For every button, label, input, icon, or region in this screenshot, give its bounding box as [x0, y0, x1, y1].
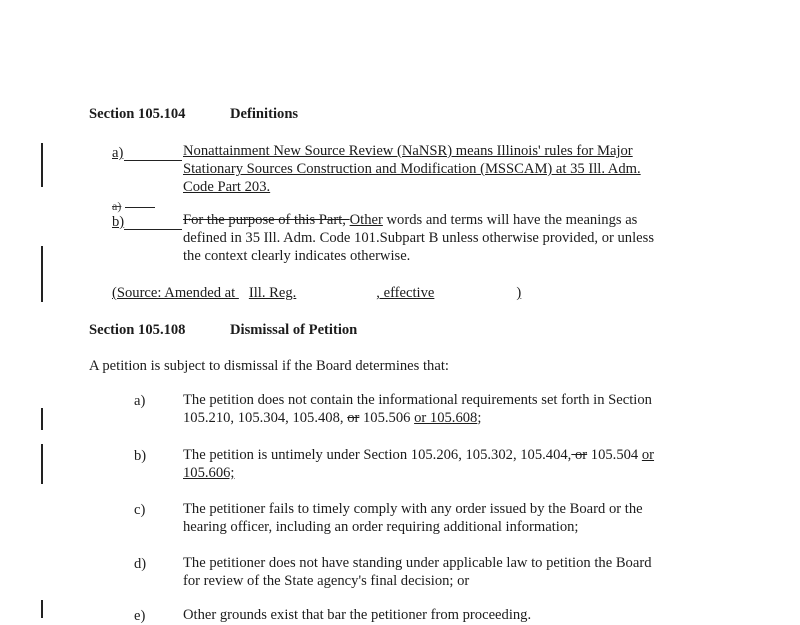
def-a-label: a)	[112, 145, 124, 161]
item-c-line-1: The petitioner fails to timely comply with any order issued by the Board or the	[183, 501, 643, 517]
item-a-deleted: or	[347, 410, 360, 426]
source-reg: Ill. Reg.	[248, 285, 297, 301]
def-old-a-label: a)	[112, 199, 122, 213]
def-old-a-strike-tail	[125, 207, 155, 208]
change-bar	[41, 444, 43, 484]
def-b-inserted: Other	[349, 212, 383, 228]
item-b-line-2: 105.606;	[183, 465, 235, 481]
source-note	[112, 285, 521, 302]
item-b-line-1	[183, 446, 654, 464]
item-c-line-2: hearing officer, including an order requiring additional information;	[183, 519, 579, 535]
item-e-line-1: Other grounds exist that bar the petitioner from proceeding.	[183, 607, 532, 623]
item-a-text: 105.210, 105.304, 105.408,	[183, 410, 348, 426]
change-bar	[41, 143, 43, 187]
item-b-text-mid: 105.504	[587, 447, 642, 463]
item-b-inserted: or	[641, 447, 655, 463]
def-a-line-1: Nonattainment New Source Review (NaNSR) means Illinois' rules for Major	[183, 143, 633, 159]
item-b-label: b)	[134, 448, 147, 464]
item-b-deleted: or	[571, 447, 588, 463]
def-b-line-3: the context clearly indicates otherwise.	[183, 248, 411, 264]
def-b-text: words and terms will have the meanings as	[382, 212, 638, 228]
item-a-text-end: ;	[477, 410, 482, 426]
item-b-text: The petition is untimely under Section 105.206, 105.302, 105.404,	[183, 447, 572, 463]
def-b-deleted: For the purpose of this Part,	[183, 212, 350, 228]
item-a-line-1: The petition does not contain the informational requirements set forth in Section	[183, 392, 652, 408]
item-e-label: e)	[134, 608, 146, 624]
def-b-line-1	[183, 211, 637, 229]
item-d-line-2: for review of the State agency's final decision; or	[183, 573, 470, 589]
change-bar	[41, 246, 43, 302]
change-bar	[41, 408, 43, 430]
section-108-number: Section 105.108	[89, 322, 186, 338]
section-104-number: Section 105.104	[89, 106, 186, 122]
source-effective: , effective	[376, 285, 435, 301]
source-open: (Source: Amended at	[112, 285, 239, 301]
change-bar	[41, 600, 43, 618]
def-a-line-3: Code Part 203.	[183, 179, 271, 195]
dismissal-intro: A petition is subject to dismissal if the Board determines that:	[89, 358, 449, 374]
section-108-title: Dismissal of Petition	[230, 322, 358, 338]
def-a-tab-underline	[124, 160, 182, 161]
item-d-line-1: The petitioner does not have standing under applicable law to petition the Board	[183, 555, 652, 571]
item-a-label: a)	[134, 393, 146, 409]
section-104-title: Definitions	[230, 106, 299, 122]
def-b-label: b)	[112, 214, 125, 230]
item-a-line-2	[183, 409, 481, 427]
def-b-tab-underline	[124, 229, 182, 230]
def-a-line-2: Stationary Sources Construction and Modification (MSSCAM) at 35 Ill. Adm.	[183, 161, 641, 177]
def-b-line-2: defined in 35 Ill. Adm. Code 101.Subpart B unless otherwise provided, or unless	[183, 230, 654, 246]
item-a-inserted: or 105.608	[414, 410, 478, 426]
source-close: )	[516, 285, 522, 301]
item-a-text-mid: 105.506	[359, 410, 415, 426]
item-c-label: c)	[134, 502, 146, 518]
item-d-label: d)	[134, 556, 147, 572]
